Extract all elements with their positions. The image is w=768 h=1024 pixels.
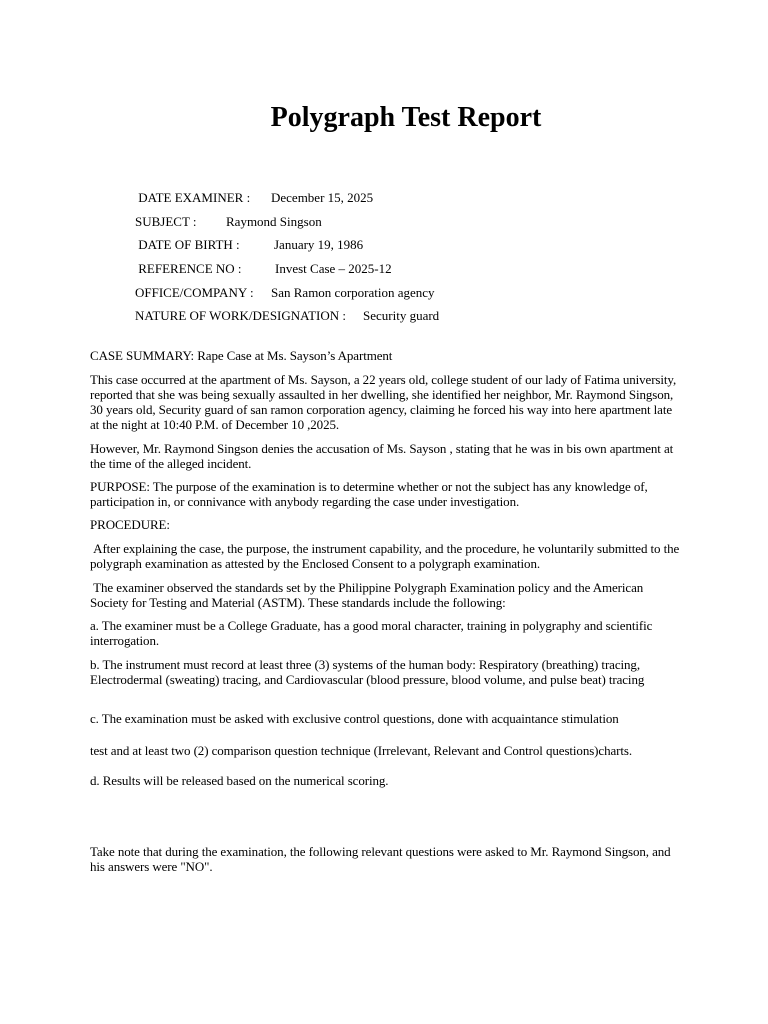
office-company-label: OFFICE/COMPANY : <box>135 285 254 300</box>
standard-item-c-line1: c. The examination must be asked with exclusive control questions, done with acquaintance stimulation <box>90 711 619 726</box>
date-examiner-label: DATE EXAMINER : <box>135 190 251 205</box>
nature-of-work-value: Security guard <box>363 308 440 323</box>
date-of-birth-label: DATE OF BIRTH : <box>135 237 240 252</box>
standards-paragraph: The examiner observed the standards set by the Philippine Polygraph Examination policy and the American Society for Testing and Material (ASTM). These standards include the following: <box>90 580 647 610</box>
standard-item-a: a. The examiner must be a College Graduate, has a good moral character, training in polygraphy and scientific interrogation. <box>90 618 653 648</box>
standard-item-b: b. The instrument must record at least three (3) systems of the human body: Respiratory (breathing) tracing, Electrodermal (sweating) tracing, and Cardiovascular (blood pressure, blood volume, and pulse beat) tracing <box>90 657 645 687</box>
procedure-paragraph: After explaining the case, the purpose, the instrument capability, and the procedure, he voluntarily submitted to the polygraph examination as attested by the Enclosed Consent to a polygraph examination. <box>90 541 683 571</box>
date-of-birth-value: January 19, 1986 <box>274 237 364 252</box>
standard-item-c-line2: test and at least two (2) comparison question technique (Irrelevant, Relevant and Control questions)charts. <box>90 743 633 758</box>
subject-label: SUBJECT : <box>135 214 197 229</box>
date-examiner-value: December 15, 2025 <box>271 190 374 205</box>
office-company-value: San Ramon corporation agency <box>271 285 435 300</box>
reference-no-label: REFERENCE NO : <box>135 261 242 276</box>
report-title: Polygraph Test Report <box>270 102 542 133</box>
purpose-paragraph: PURPOSE: The purpose of the examination is to determine whether or not the subject has any knowledge of, participation in, or connivance with anybody regarding the case under investigation. <box>90 479 648 509</box>
subject-value: Raymond Singson <box>226 214 322 229</box>
subject-denial-paragraph: However, Mr. Raymond Singson denies the accusation of Ms. Sayson , stating that he was in bis own apartment at the time of the alleged incident. <box>90 441 674 471</box>
examination-note-paragraph: Take note that during the examination, the following relevant questions were asked to Mr. Raymond Singson, and his answers were "NO". <box>90 844 671 874</box>
reference-no-value: Invest Case – 2025-12 <box>275 261 392 276</box>
case-summary-heading: CASE SUMMARY: Rape Case at Ms. Sayson’s Apartment <box>90 348 393 363</box>
nature-of-work-label: NATURE OF WORK/DESIGNATION : <box>135 308 347 323</box>
procedure-heading: PROCEDURE: <box>90 517 170 532</box>
standard-item-d: d. Results will be released based on the numerical scoring. <box>90 773 389 788</box>
case-description-paragraph: This case occurred at the apartment of Ms. Sayson, a 22 years old, college student of our lady of Fatima university, reported that she was being sexually assaulted in her dwelling, she identified her neighbor, Mr. Raymond Singson, 30 years old, Security guard of san ramon corporation agency, claiming he forced his way into here apartment late at the night at 10:40 P.M. of December 10 ,2025. <box>90 372 677 432</box>
